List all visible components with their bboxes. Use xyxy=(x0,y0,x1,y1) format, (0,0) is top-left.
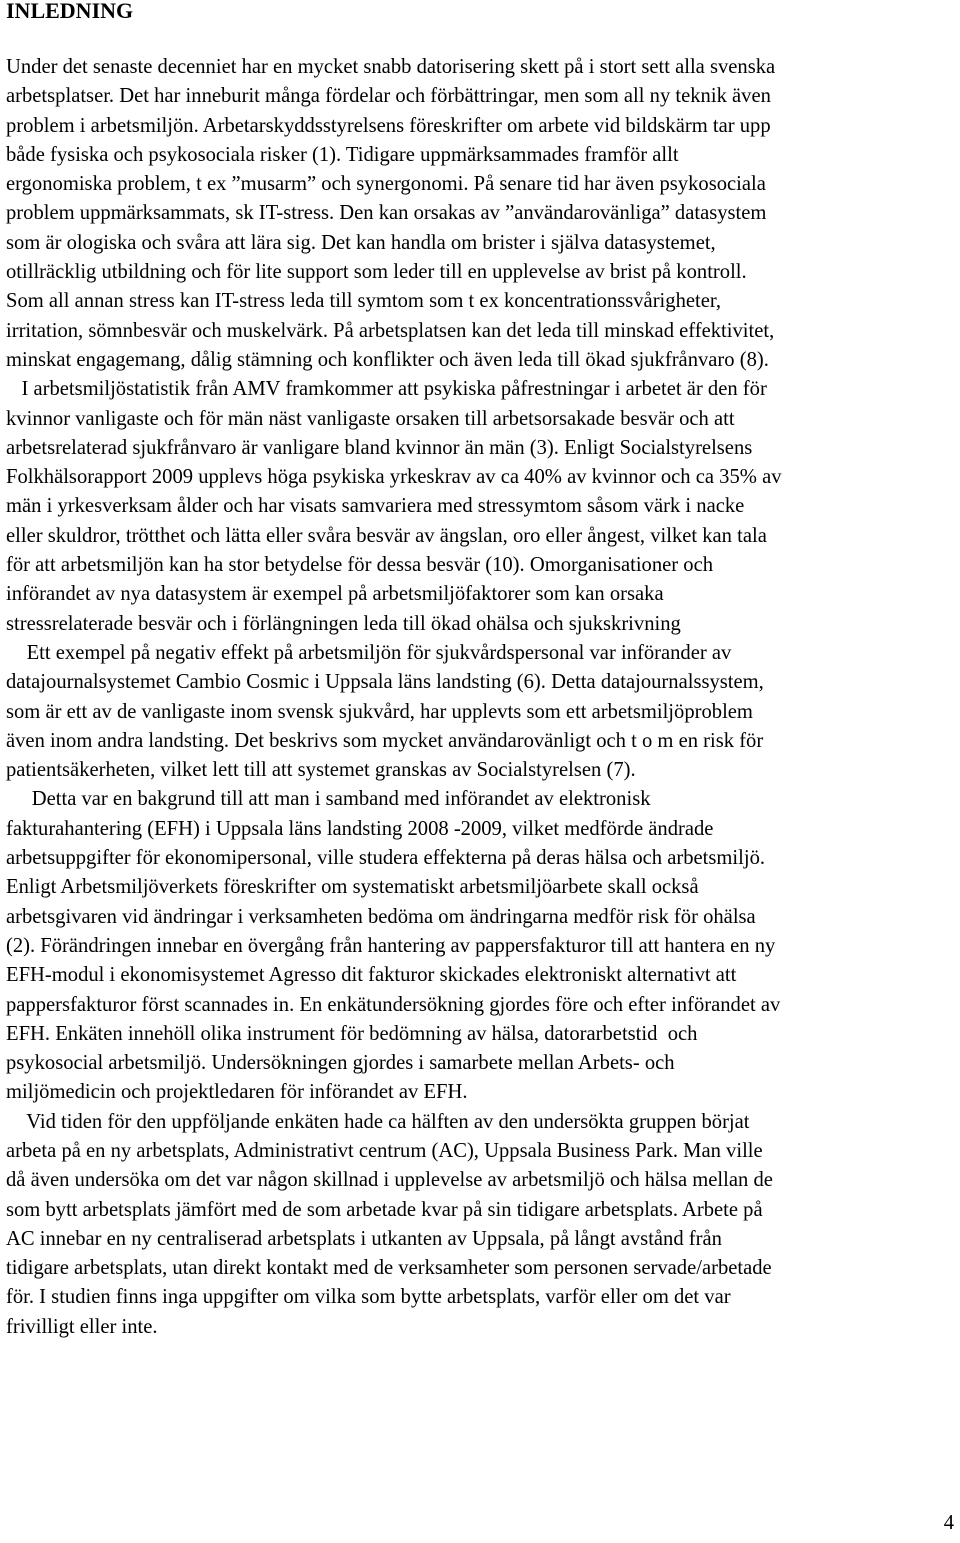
text-line: problem uppmärksammats, sk IT-stress. Den kan orsakas av ”användarovänliga” datasystem xyxy=(6,202,767,225)
text-line: otillräcklig utbildning och för lite support som leder till en upplevelse av brist på kontroll. xyxy=(6,261,747,284)
text-line: Som all annan stress kan IT-stress leda till symtom som t ex koncentrationssvårigheter, xyxy=(6,290,722,313)
text-line: EFH-modul i ekonomisystemet Agresso dit fakturor skickades elektroniskt alternativt att xyxy=(6,964,737,987)
text-line: för. I studien finns inga uppgifter om vilka som bytte arbetsplats, varför eller om det var xyxy=(6,1286,731,1309)
text-line: som är ett av de vanligaste inom svensk sjukvård, har upplevts som ett arbetsmiljöproblem xyxy=(6,700,753,723)
text-line: Folkhälsorapport 2009 upplevs höga psykiska yrkeskrav av ca 40% av kvinnor och ca 35% av xyxy=(6,466,782,489)
text-line: män i yrkesverksam ålder och har visats samvariera med stressymtom såsom värk i nacke xyxy=(6,495,745,518)
text-line: datajournalsystemet Cambio Cosmic i Uppsala läns landsting (6). Detta datajournalssystem, xyxy=(6,671,764,694)
text-line: då även undersöka om det var någon skillnad i upplevelse av arbetsmiljö och hälsa mellan de xyxy=(6,1169,773,1192)
text-line: Ett exempel på negativ effekt på arbetsmiljön för sjukvårdspersonal var införander av xyxy=(6,641,732,664)
text-line: som bytt arbetsplats jämfört med de som arbetade kvar på sin tidigare arbetsplats. Arbete på xyxy=(6,1198,763,1221)
section-heading: INLEDNING xyxy=(6,0,134,23)
text-line: både fysiska och psykosociala risker (1). Tidigare uppmärksammades framför allt xyxy=(6,143,679,166)
text-line: införandet av nya datasystem är exempel på arbetsmiljöfaktorer som kan orsaka xyxy=(6,583,664,606)
text-line: stressrelaterade besvär och i förlängningen leda till ökad ohälsa och sjukskrivning xyxy=(6,612,681,635)
text-line: som är ologiska och svåra att lära sig. Det kan handla om brister i själva datasystemet, xyxy=(6,231,716,254)
text-line: arbetsplatser. Det har inneburit många fördelar och förbättringar, men som all ny teknik även xyxy=(6,85,771,108)
text-line: minskat engagemang, dålig stämning och konflikter och även leda till ökad sjukfrånvaro (8). xyxy=(6,348,769,371)
page-number: 4 xyxy=(943,1512,954,1534)
text-line: fakturahantering (EFH) i Uppsala läns landsting 2008 -2009, vilket medförde ändrade xyxy=(6,817,714,840)
text-line: problem i arbetsmiljön. Arbetarskyddsstyrelsens föreskrifter om arbete vid bildskärm tar upp xyxy=(6,114,771,137)
text-line: eller skuldror, trötthet och lätta eller svåra besvär av ängslan, oro eller ångest, vilket kan tala xyxy=(6,524,767,547)
text-line: arbetsuppgifter för ekonomipersonal, ville studera effekterna på deras hälsa och arbetsmiljö. xyxy=(6,847,766,870)
text-line: miljömedicin och projektledaren för införandet av EFH. xyxy=(6,1081,468,1104)
text-line: tidigare arbetsplats, utan direkt kontakt med de verksamheter som personen servade/arbetade xyxy=(6,1257,772,1280)
text-line: Enligt Arbetsmiljöverkets föreskrifter om systematiskt arbetsmiljöarbete skall också xyxy=(6,876,699,899)
text-line: även inom andra landsting. Det beskrivs som mycket användarovänligt och t o m en risk för xyxy=(6,729,764,752)
text-line: (2). Förändringen innebar en övergång från hantering av pappersfakturor till att hantera en ny xyxy=(6,934,776,957)
text-line: arbetsrelaterad sjukfrånvaro är vanligare bland kvinnor än män (3). Enligt Socialstyrelsens xyxy=(6,436,753,459)
text-line: frivilligt eller inte. xyxy=(6,1315,158,1338)
text-line: arbetsgivaren vid ändringar i verksamheten bedöma om ändringarna medför risk för ohälsa xyxy=(6,905,756,928)
text-line: Detta var en bakgrund till att man i samband med införandet av elektronisk xyxy=(6,788,651,811)
text-line: för att arbetsmiljön kan ha stor betydelse för dessa besvär (10). Omorganisationer och xyxy=(6,554,714,577)
text-line: Vid tiden för den uppföljande enkäten hade ca hälften av den undersökta gruppen börjat xyxy=(6,1110,750,1133)
text-line: I arbetsmiljöstatistik från AMV framkommer att psykiska påfrestningar i arbetet är den för xyxy=(6,378,767,401)
text-line: EFH. Enkäten innehöll olika instrument för bedömning av hälsa, datorarbetstid och xyxy=(6,1022,698,1045)
text-line: psykosocial arbetsmiljö. Undersökningen gjordes i samarbete mellan Arbets- och xyxy=(6,1052,675,1075)
text-line: pappersfakturor först scannades in. En enkätundersökning gjordes före och efter införandet av xyxy=(6,993,781,1016)
text-line: Under det senaste decenniet har en mycket snabb datorisering skett på i stort sett alla svenska xyxy=(6,56,776,78)
text-line: ergonomiska problem, t ex ”musarm” och synergonomi. På senare tid har även psykosociala xyxy=(6,173,766,196)
text-line: patientsäkerheten, vilket lett till att systemet granskas av Socialstyrelsen (7). xyxy=(6,759,636,782)
body-text xyxy=(6,53,956,1342)
text-line: kvinnor vanligaste och för män näst vanligaste orsaken till arbetsorsakade besvär och att xyxy=(6,407,735,430)
text-line: arbeta på en ny arbetsplats, Administrativt centrum (AC), Uppsala Business Park. Man ville xyxy=(6,1139,763,1162)
text-line: irritation, sömnbesvär och muskelvärk. På arbetsplatsen kan det leda till minskad effektivitet, xyxy=(6,319,775,342)
text-line: AC innebar en ny centraliserad arbetsplats i utkanten av Uppsala, på långt avstånd från xyxy=(6,1227,722,1250)
